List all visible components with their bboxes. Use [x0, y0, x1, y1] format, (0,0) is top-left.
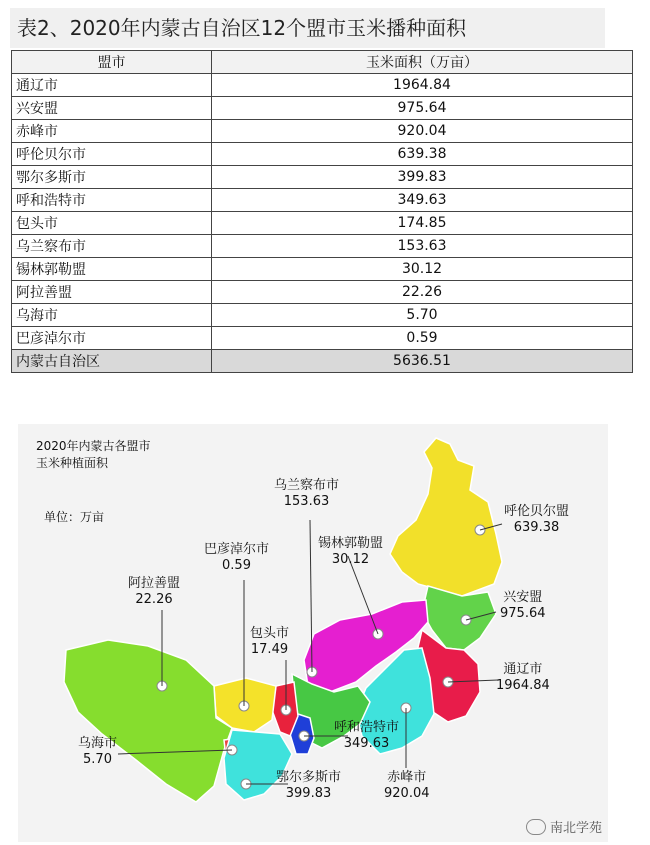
unit-label: 单位：万亩: [44, 510, 105, 524]
area-cell: 349.63: [212, 189, 633, 212]
region-value: 17.49: [250, 642, 289, 657]
table-row: [12, 235, 633, 258]
table-row: [12, 166, 633, 189]
region-name: 呼伦贝尔盟: [504, 504, 570, 519]
region-cell: 乌兰察布市: [12, 235, 212, 258]
column-header: 玉米面积（万亩）: [212, 51, 633, 74]
area-cell: 30.12: [212, 258, 633, 281]
region-value: 399.83: [285, 786, 332, 801]
watermark: [526, 817, 602, 836]
area-cell: 174.85: [212, 212, 633, 235]
region-value: 30.12: [331, 552, 370, 567]
label-alxa: [128, 576, 180, 608]
area-cell: 399.83: [212, 166, 633, 189]
label-hohhot: [334, 720, 399, 752]
region-name: 阿拉善盟: [128, 576, 181, 591]
map-figure: [18, 424, 608, 842]
region-alxa: [64, 640, 232, 802]
region-cell: 阿拉善盟: [12, 281, 212, 304]
region-cell: 呼和浩特市: [12, 189, 212, 212]
label-baotou: [250, 626, 289, 658]
table-row: [12, 281, 633, 304]
label-hulunbuir: [504, 504, 569, 536]
region-name: 包头市: [250, 626, 290, 641]
table-row: [12, 327, 633, 350]
label-xilingol: [318, 536, 383, 568]
label-wuhai: [78, 736, 117, 768]
total-value-cell: 5636.51: [212, 350, 633, 373]
region-cell: 通辽市: [12, 74, 212, 97]
total-label-cell: 内蒙古自治区: [12, 350, 212, 373]
area-cell: 22.26: [212, 281, 633, 304]
region-name: 乌兰察布市: [274, 478, 340, 493]
region-name: 乌海市: [78, 736, 118, 751]
region-cell: 赤峰市: [12, 120, 212, 143]
column-header: 盟市: [12, 51, 212, 74]
label-bayannur: [204, 542, 269, 574]
table-row: [12, 74, 633, 97]
region-cell: 兴安盟: [12, 97, 212, 120]
area-cell: 920.04: [212, 120, 633, 143]
region-value: 920.04: [384, 786, 430, 801]
region-name: 兴安盟: [503, 590, 543, 605]
region-value: 639.38: [513, 520, 560, 535]
region-hulunbuir: [390, 438, 502, 596]
region-value: 1964.84: [496, 678, 550, 693]
area-cell: 639.38: [212, 143, 633, 166]
region-cell: 鄂尔多斯市: [12, 166, 212, 189]
page-title: 表2、2020年内蒙古自治区12个盟市玉米播种面积: [17, 16, 467, 40]
region-name: 巴彦淖尔市: [204, 542, 270, 557]
region-cell: 乌海市: [12, 304, 212, 327]
region-name: 赤峰市: [387, 770, 427, 785]
label-ulanqab: [274, 478, 339, 510]
region-name: 通辽市: [503, 662, 543, 677]
region-value: 5.70: [83, 752, 112, 767]
table-row: [12, 97, 633, 120]
label-chifeng: [384, 770, 430, 802]
region-value: 0.59: [222, 558, 251, 573]
region-value: 153.63: [283, 494, 330, 509]
watermark-text: 南北学苑: [549, 821, 602, 836]
region-value: 22.26: [135, 592, 173, 607]
region-cell: 包头市: [12, 212, 212, 235]
region-name: 锡林郭勒盟: [318, 536, 384, 551]
area-table: [11, 50, 633, 373]
label-ordos: [276, 770, 341, 802]
legend-line: 2020年内蒙古各盟市: [36, 439, 151, 453]
region-value: 349.63: [343, 736, 390, 751]
region-name: 鄂尔多斯市: [276, 770, 342, 785]
map-legend: [36, 438, 151, 472]
region-value: 975.64: [500, 606, 546, 621]
region-cell: 巴彦淖尔市: [12, 327, 212, 350]
region-name: 呼和浩特市: [334, 720, 400, 735]
legend-line: 玉米种植面积: [36, 456, 109, 470]
table-row: [12, 143, 633, 166]
table-row: [12, 120, 633, 143]
table-row: [12, 258, 633, 281]
table-row: [12, 189, 633, 212]
table-row: [12, 212, 633, 235]
area-cell: 1964.84: [212, 74, 633, 97]
label-tongliao: [496, 662, 550, 694]
table-header-row: [12, 51, 633, 74]
area-cell: 975.64: [212, 97, 633, 120]
region-cell: 锡林郭勒盟: [12, 258, 212, 281]
area-cell: 153.63: [212, 235, 633, 258]
table-row: [12, 304, 633, 327]
area-cell: 0.59: [212, 327, 633, 350]
label-xingan: [500, 590, 546, 622]
wechat-icon: [526, 819, 546, 835]
area-cell: 5.70: [212, 304, 633, 327]
region-cell: 呼伦贝尔市: [12, 143, 212, 166]
total-row: [12, 350, 633, 373]
